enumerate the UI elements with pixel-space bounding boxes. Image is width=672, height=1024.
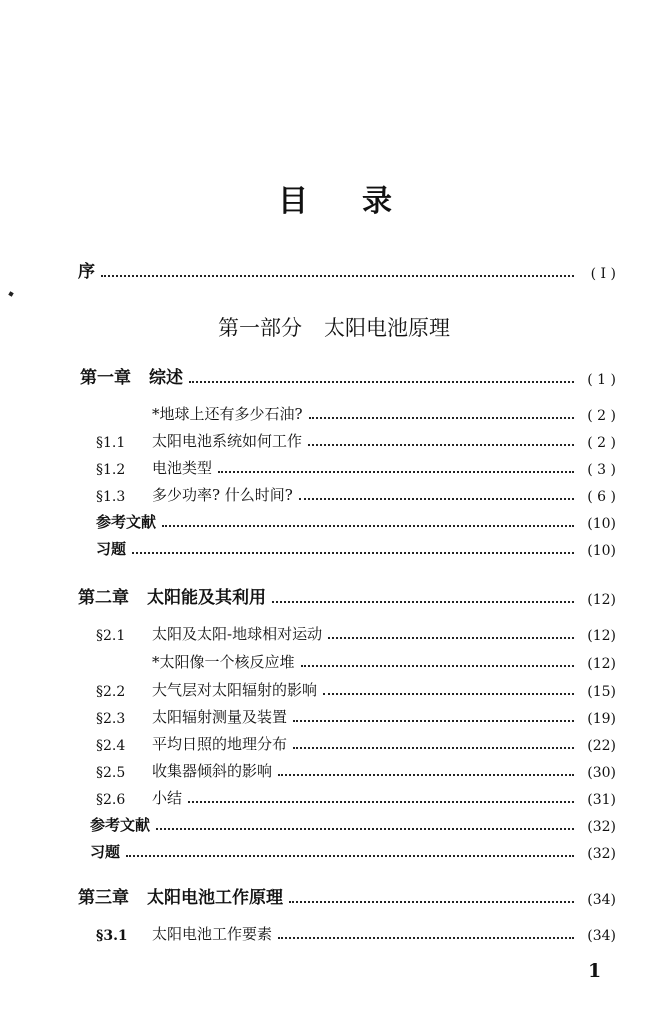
- section-number: §2.6: [96, 792, 126, 808]
- toc-page: (10): [587, 516, 616, 532]
- leader-dots: [309, 416, 574, 419]
- toc-page: ( 2 ): [587, 408, 616, 424]
- toc-entry[interactable]: [96, 400, 616, 424]
- toc-chapter-3[interactable]: [78, 884, 616, 908]
- toc-page: (34): [587, 928, 616, 944]
- title-char-2: 录: [362, 184, 394, 219]
- leader-dots: [328, 636, 574, 639]
- leader-dots: [323, 692, 574, 695]
- entry-label: *太阳像一个核反应堆: [152, 653, 295, 671]
- leader-dots: [308, 443, 574, 446]
- toc-chapter-2[interactable]: [78, 584, 616, 608]
- toc-page: (15): [587, 684, 616, 700]
- entry-label: *地球上还有多少石油?: [152, 405, 303, 423]
- leader-dots: [289, 900, 574, 903]
- toc-references[interactable]: [96, 508, 616, 532]
- entry-label: 太阳辐射测量及装置: [152, 708, 288, 726]
- entry-label: 收集器倾斜的影响: [152, 762, 273, 780]
- leader-dots: [188, 800, 574, 803]
- page-number: 1: [588, 960, 602, 982]
- toc-page: (12): [587, 628, 616, 644]
- toc-page: ( 3 ): [587, 462, 616, 478]
- chapter-number: 第一章: [80, 368, 131, 388]
- toc-entry[interactable]: [96, 703, 616, 727]
- leader-dots: [189, 380, 574, 383]
- toc-page: (34): [587, 892, 616, 908]
- entry-label: 电池类型: [152, 459, 213, 477]
- chapter-name: 综述: [149, 368, 183, 388]
- leader-dots: [301, 664, 574, 667]
- toc-page: ( I ): [590, 266, 616, 282]
- toc-page: (32): [587, 846, 616, 862]
- toc-entry[interactable]: [96, 648, 616, 672]
- part-title: [218, 312, 450, 342]
- section-number: §1.3: [96, 489, 126, 505]
- toc-entry[interactable]: [96, 757, 616, 781]
- leader-dots: [218, 470, 574, 473]
- toc-page: (12): [587, 592, 616, 608]
- leader-dots: [101, 274, 574, 277]
- leader-dots: [278, 773, 574, 776]
- toc-page: (30): [587, 765, 616, 781]
- toc-page: ( 2 ): [587, 435, 616, 451]
- part-label: 第一部分: [218, 316, 302, 340]
- entry-label: 太阳电池工作要素: [152, 925, 273, 943]
- part-name: 太阳电池原理: [324, 316, 450, 340]
- toc-entry[interactable]: [96, 676, 616, 700]
- toc-exercises[interactable]: [90, 838, 616, 862]
- section-number: §3.1: [96, 928, 128, 944]
- title-char-1: 目: [278, 184, 310, 219]
- toc-page: (12): [587, 656, 616, 672]
- entry-label: 太阳及太阳-地球相对运动: [152, 625, 323, 643]
- section-number: §1.1: [96, 435, 126, 451]
- toc-page: (22): [587, 738, 616, 754]
- entry-label: 习题: [96, 540, 127, 558]
- section-number: §1.2: [96, 462, 126, 478]
- entry-label: 多少功率? 什么时间?: [152, 486, 293, 504]
- section-number: §2.2: [96, 684, 126, 700]
- leader-dots: [132, 551, 574, 554]
- leader-dots: [293, 719, 574, 722]
- toc-references[interactable]: [90, 811, 616, 835]
- chapter-number: 第三章: [78, 888, 129, 908]
- chapter-name: 太阳电池工作原理: [147, 888, 283, 908]
- toc-page: ( 1 ): [587, 372, 616, 388]
- toc-page: (10): [587, 543, 616, 559]
- toc-entry[interactable]: [96, 481, 616, 505]
- entry-label: 参考文献: [90, 816, 151, 834]
- section-number: §2.4: [96, 738, 126, 754]
- entry-label: 大气层对太阳辐射的影响: [152, 681, 318, 699]
- chapter-number: 第二章: [78, 588, 129, 608]
- leader-dots: [156, 827, 574, 830]
- toc-preface[interactable]: [78, 258, 616, 282]
- stray-mark: [8, 291, 13, 296]
- toc-label: 序: [78, 262, 95, 282]
- toc-entry[interactable]: [96, 427, 616, 451]
- toc-chapter-1[interactable]: [80, 364, 616, 388]
- toc-page: (32): [587, 819, 616, 835]
- toc-page: (19): [587, 711, 616, 727]
- entry-label: 习题: [90, 843, 121, 861]
- entry-label: 太阳电池系统如何工作: [152, 432, 303, 450]
- toc-exercises[interactable]: [96, 535, 616, 559]
- leader-dots: [293, 746, 574, 749]
- section-number: §2.5: [96, 765, 126, 781]
- toc-page: ( 6 ): [587, 489, 616, 505]
- section-number: §2.3: [96, 711, 126, 727]
- toc-entry[interactable]: [96, 730, 616, 754]
- entry-label: 小结: [152, 789, 183, 807]
- entry-label: 平均日照的地理分布: [152, 735, 288, 753]
- toc-entry[interactable]: [96, 620, 616, 644]
- leader-dots: [162, 524, 574, 527]
- toc-entry[interactable]: [96, 454, 616, 478]
- toc-entry[interactable]: [96, 784, 616, 808]
- entry-label: 参考文献: [96, 513, 157, 531]
- toc-page: (31): [587, 792, 616, 808]
- section-number: §2.1: [96, 628, 126, 644]
- leader-dots: [278, 936, 574, 939]
- leader-dots: [299, 497, 574, 500]
- page-title: [0, 176, 672, 220]
- leader-dots: [272, 600, 574, 603]
- leader-dots: [126, 854, 574, 857]
- chapter-name: 太阳能及其利用: [147, 588, 266, 608]
- toc-entry[interactable]: [96, 920, 616, 944]
